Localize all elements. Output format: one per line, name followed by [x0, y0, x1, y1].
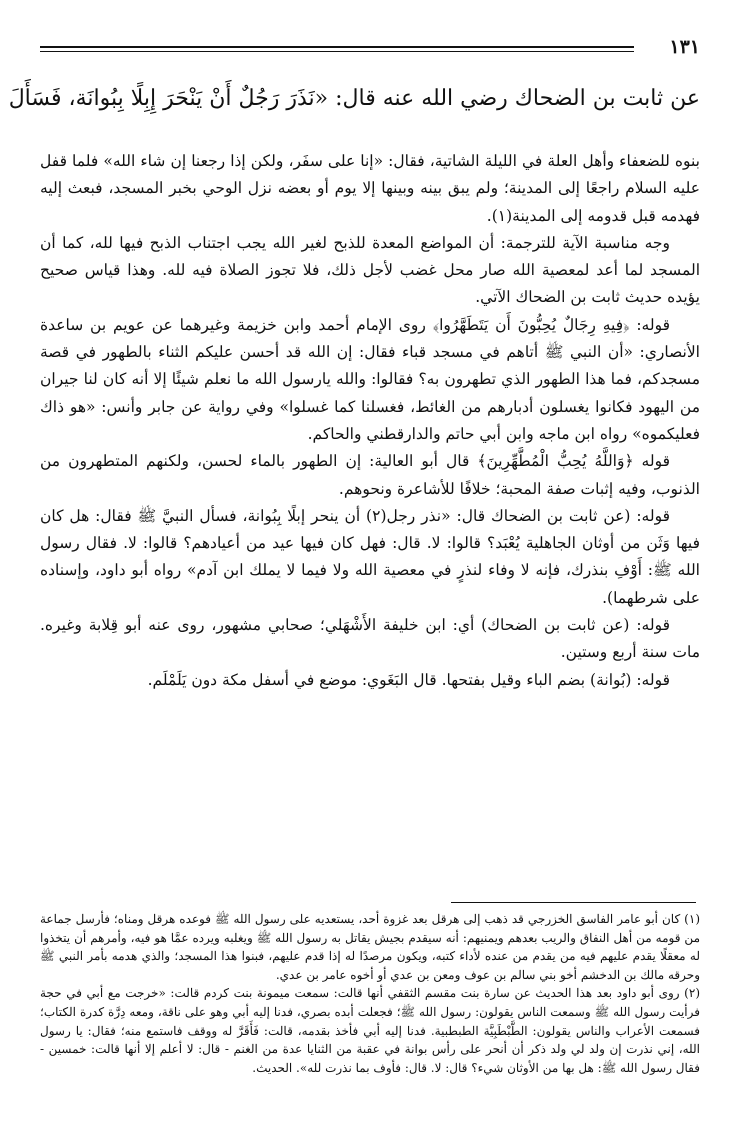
header-rule-thick [40, 46, 634, 48]
main-text [40, 148, 700, 694]
header-rule-thin [40, 51, 634, 52]
footnote: (١) كان أبو عامر الفاسق الخزرجي قد ذهب إلى هرقل بعد غزوة أحد، يستعديه على رسول الله ﷺ فوعده هرقل ومناه؛ فأرسل جماعة من قومه من أهل النفاق والريب بعدهم ويمنيهم: أنه سيقدم بجيش يقاتل به رسول الله ﷺ ويغلبه ويرده عمَّا هو فيه، وأمرهم أن يتخذوا له معقلًا يقدم عليهم فيه من يقدم من عنده لأداء كتبه، ويكون مرصدًا له إذا قدم عليهم، فبنوا هذا المسجد؛ والذي هدمه بأمر النبي ﷺ وحرقه مالك بن الدخشم أخو بني سالم بن عوف ومعن بن عدي أو أخوه عامر بن عدي. [40, 912, 700, 982]
hadith-heading: عن ثابت بن الضحاك رضي الله عنه قال: «نَذَرَ رَجُلٌ أَنْ يَنْحَرَ إِبِلًا بِبُوانَة، فَسَأَلَ [8, 86, 700, 111]
paragraph: قوله: ﴿فِيهِ رِجَالٌ يُحِبُّونَ أَن يَتَطَهَّرُوا﴾ روى الإمام أحمد وابن خزيمة وغيرهما عن عويم بن ساعدة الأنصاري: «أن النبي ﷺ أتاهم في مسجد قباء فقال: إن الله قد أحسن عليكم الثناء بالطهور في قصة مسجدكم، فما هذا الطهور الذي تطهرون به؟ فقالوا: والله يارسول الله ما نعلم شيئًا إلا أنه كان لنا جيران من اليهود فكانوا يغسلون أدبارهم من الغائط، فغسلنا كما غسلوا» وفي رواية عن جابر وأنس: «هو ذاك فعليكموه» رواه ابن ماجه وابن أبي حاتم والدارقطني والحاكم. [40, 315, 700, 443]
paragraph: بنوه للضعفاء وأهل العلة في الليلة الشاتية، فقال: «إنا على سفَر، ولكن إذا رجعنا إن شاء الله» فلما قفل عليه السلام راجعًا إلى المدينة؛ ولم يبق بينه وبينها إلا يوم أو بعضه نزل الوحي بخبر المسجد، فبعث إليه فهدمه قبل قدومه إلى المدينة(١). [40, 152, 700, 225]
paragraph: قوله: (عن ثابت بن الضحاك قال: «نذر رجل(٢) أن ينحر إبلًا بِبُوانة، فسأل النبيَّ ﷺ فقال: هل كان فيها وَثَن من أوثان الجاهلية يُعْبَد؟ قالوا: لا. قال: فهل كان فيها عيد من أعيادهم؟ قالوا: لا. فقال رسول الله ﷺ: أَوْفِ بنذرك، فإنه لا وفاء لنذرٍ في معصية الله ولا فيما لا يملك ابن آدم» رواه أبو داود، وإسناده على شرطهما). [40, 506, 700, 607]
footnote-separator [451, 902, 696, 903]
page-number: ١٣١ [669, 36, 700, 58]
footnotes [40, 910, 700, 1077]
page-header [40, 38, 700, 64]
paragraph: قوله: (عن ثابت بن الضحاك) أي: ابن خليفة الأَشْهَلي؛ صحابي مشهور، روى عنه أبو قِلابة وغيره. مات سنة أربع وستين. [40, 616, 700, 662]
paragraph: وجه مناسبة الآية للترجمة: أن المواضع المعدة للذبح لغير الله يجب اجتناب الذبح فيها لله، كما أن المسجد لما أعد لمعصية الله صار محل غضب لأجل ذلك، فلا تجوز الصلاة فيه لله. وهذا قياس صحيح يؤيده حديث ثابت بن الضحاك الآتي. [40, 233, 700, 307]
paragraph: قوله ﴿وَاللَّهُ يُحِبُّ الْمُطَّهِّرِينَ﴾ قال أبو العالية: إن الطهور بالماء لحسن، ولكنهم المتطهرون من الذنوب، وفيه إثبات صفة المحبة؛ خلافًا للأشاعرة ونحوهم. [40, 452, 700, 498]
paragraph: قوله: (بُوانة) بضم الباء وقيل بفتحها. قال البَغَوي: موضع في أسفل مكة دون يَلَمْلَم. [147, 670, 670, 689]
footnote: (٢) روى أبو داود بعد هذا الحديث عن سارة بنت مقسم الثقفي أنها قالت: سمعت ميمونة بنت كردم قالت: «خرجت مع أبي في حجة فرأيت رسول الله ﷺ وسمعت الناس يقولون: رسول الله ﷺ؛ فجعلت أبده بصري، فدنا إليه أبي وهو على ناقة، ومعه دِرَّة كدرة الكتاب؛ فسمعت الأعراب والناس يقولون: الطَّبْطَبِيَّة الطبطبية. فدنا إليه أبي فأخذ بقدمه، قالت: فَأَقَرَّ له ووقف فاستمع منه؛ فقال: يا رسول الله، إني نذرت إن ولد لي ولد ذكر أن أنحر على رأس بوانة في عقبة من الثنايا عدة من الغنم - قال: لا أعلم إلا أنها قالت: خمسين - فقال رسول الله ﷺ: هل بها من الأوثان شيء؟ قال: لا. قال: فأوف بما نذرت لله». الحديث. [40, 986, 700, 1075]
